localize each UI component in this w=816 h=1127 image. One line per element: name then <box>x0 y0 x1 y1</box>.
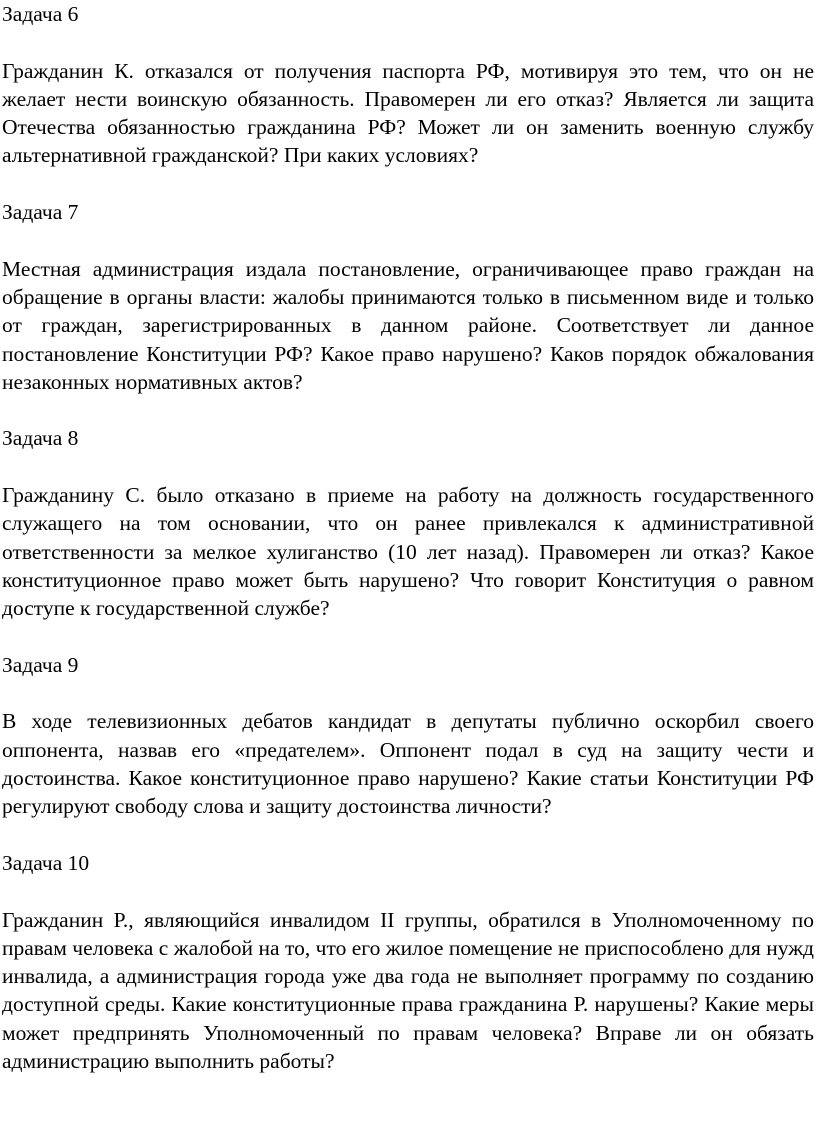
task-text: Гражданин К. отказался от получения паспорта РФ, мотивируя это тем, что он не желает нести воинскую обязанность. Правомерен ли его отказ? Является ли защита Отечества обязанностью гражданина РФ? Может ли он заменить военную службу альтернативной гражданской? При каких условиях? <box>2 58 814 168</box>
task-10 <box>2 849 814 1075</box>
task-text: Гражданину С. было отказано в приеме на работу на должность государственного служащего на том основании, что он ранее привлекался к административной ответственности за мелкое хулиганство (10 лет назад). Правомерен ли отказ? Какое конституционное право может быть нарушено? Что говорит Конституция о равном доступе к государственной службе? <box>2 483 814 621</box>
task-title: Задача 10 <box>2 850 90 875</box>
task-9 <box>2 651 814 821</box>
task-title: Задача 8 <box>2 426 79 451</box>
task-title: Задача 6 <box>2 2 79 26</box>
task-6 <box>2 0 814 170</box>
task-8 <box>2 424 814 622</box>
task-text: В ходе телевизионных дебатов кандидат в депутаты публично оскорбил своего оппонента, назвав его «предателем». Оппонент подал в суд на защиту чести и достоинства. Какое конституционное право нарушено? Какие статьи Конституции РФ регулируют свободу слова и защиту достоинства личности? <box>2 709 814 819</box>
task-7 <box>2 198 814 396</box>
task-title: Задача 9 <box>2 652 79 677</box>
task-title: Задача 7 <box>2 200 79 225</box>
document-page <box>2 0 814 1104</box>
task-text: Местная администрация издала постановление, ограничивающее право граждан на обращение в органы власти: жалобы принимаются только в письменном виде и только от граждан, зарегистрированных в данном районе. Соответствует ли данное постановление Конституции РФ? Какое право нарушено? Каков порядок обжалования незаконных нормативных актов? <box>2 256 814 394</box>
task-text: Гражданин Р., являющийся инвалидом II группы, обратился в Уполномоченному по правам человека с жалобой на то, что его жилое помещение не приспособлено для нужд инвалида, а администрация города уже два года не выполняет программу по созданию доступной среды. Какие конституционные права гражданина Р. нарушены? Какие меры может предпринять Уполномоченный по правам человека? Вправе ли он обязать администрацию выполнить работы? <box>2 907 814 1073</box>
